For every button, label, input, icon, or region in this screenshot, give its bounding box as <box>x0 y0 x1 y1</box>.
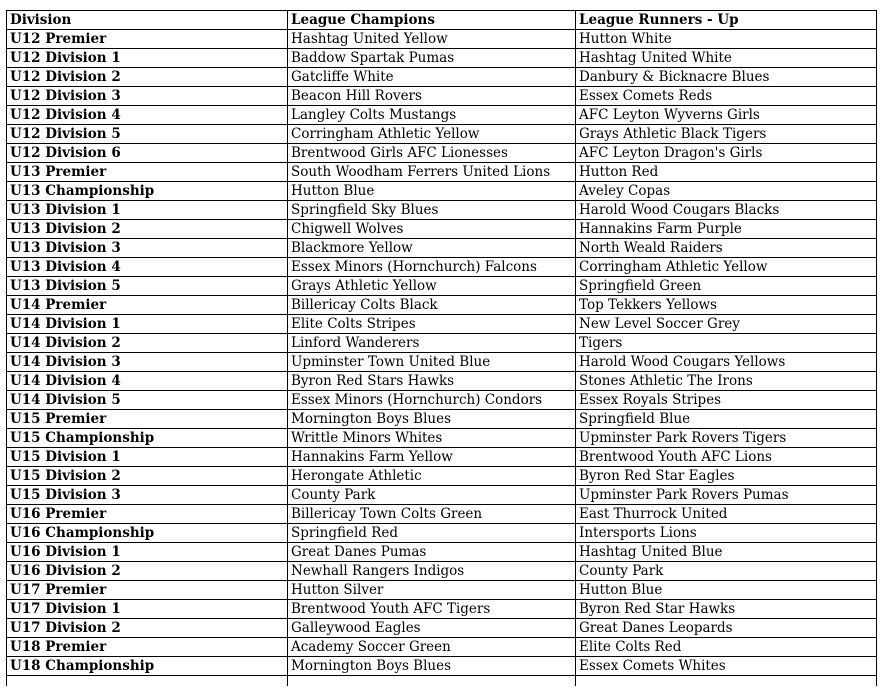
runners-up-cell: Corringham Athletic Yellow <box>576 258 877 277</box>
champions-cell: Elite Colts Stripes <box>288 315 576 334</box>
runners-up-cell: Top Tekkers Yellows <box>576 296 877 315</box>
table-row <box>7 296 877 315</box>
champions-cell: Mornington Boys Blues <box>288 657 576 676</box>
runners-up-cell: Byron Red Star Hawks <box>576 600 877 619</box>
runners-up-cell: Hutton Blue <box>576 581 877 600</box>
table-row <box>7 467 877 486</box>
runners-up-cell: Hashtag United Blue <box>576 543 877 562</box>
champions-cell: Baddow Spartak Pumas <box>288 49 576 68</box>
runners-up-cell: Upminster Park Rovers Tigers <box>576 429 877 448</box>
table-row <box>7 657 877 676</box>
runners-up-cell: Harold Wood Cougars Blacks <box>576 201 877 220</box>
table-row <box>7 315 877 334</box>
table-row <box>7 524 877 543</box>
table-row <box>7 125 877 144</box>
table-row <box>7 581 877 600</box>
runners-up-cell: Hannakins Farm Purple <box>576 220 877 239</box>
runners-up-cell: Essex Royals Stripes <box>576 391 877 410</box>
table-row <box>7 543 877 562</box>
champions-cell: Billericay Colts Black <box>288 296 576 315</box>
champions-cell: Grays Athletic Yellow <box>288 277 576 296</box>
table-row <box>7 353 877 372</box>
table-row <box>7 619 877 638</box>
runners-up-cell: Hutton Red <box>576 163 877 182</box>
runners-up-cell: Hashtag United White <box>576 49 877 68</box>
division-cell: U12 Division 3 <box>7 87 288 106</box>
header-league-champions: League Champions <box>288 11 576 30</box>
division-cell: U12 Division 5 <box>7 125 288 144</box>
champions-cell: Brentwood Youth AFC Tigers <box>288 600 576 619</box>
division-cell: U15 Division 1 <box>7 448 288 467</box>
division-cell: U14 Division 2 <box>7 334 288 353</box>
champions-cell: Springfield Red <box>288 524 576 543</box>
division-cell: U14 Premier <box>7 296 288 315</box>
table-row <box>7 334 877 353</box>
table-row <box>7 600 877 619</box>
division-cell: U15 Division 2 <box>7 467 288 486</box>
table-row <box>7 106 877 125</box>
empty-cell <box>288 676 576 687</box>
champions-cell: Upminster Town United Blue <box>288 353 576 372</box>
runners-up-cell: East Thurrock United <box>576 505 877 524</box>
division-cell: U12 Premier <box>7 30 288 49</box>
runners-up-cell: Essex Comets Whites <box>576 657 877 676</box>
champions-cell: Newhall Rangers Indigos <box>288 562 576 581</box>
champions-cell: Billericay Town Colts Green <box>288 505 576 524</box>
header-division: Division <box>7 11 288 30</box>
division-cell: U17 Division 1 <box>7 600 288 619</box>
division-cell: U14 Division 5 <box>7 391 288 410</box>
table-row <box>7 68 877 87</box>
table-row <box>7 182 877 201</box>
division-cell: U13 Division 3 <box>7 239 288 258</box>
champions-cell: Byron Red Stars Hawks <box>288 372 576 391</box>
champions-cell: Corringham Athletic Yellow <box>288 125 576 144</box>
division-cell: U16 Premier <box>7 505 288 524</box>
division-cell: U13 Championship <box>7 182 288 201</box>
runners-up-cell: Aveley Copas <box>576 182 877 201</box>
table-row <box>7 163 877 182</box>
header-league-runners-up: League Runners - Up <box>576 11 877 30</box>
runners-up-cell: Essex Comets Reds <box>576 87 877 106</box>
table-row <box>7 239 877 258</box>
runners-up-cell: Hutton White <box>576 30 877 49</box>
runners-up-cell: Harold Wood Cougars Yellows <box>576 353 877 372</box>
runners-up-cell: Springfield Green <box>576 277 877 296</box>
division-cell: U16 Championship <box>7 524 288 543</box>
champions-cell: Hutton Silver <box>288 581 576 600</box>
table-row <box>7 391 877 410</box>
champions-cell: Blackmore Yellow <box>288 239 576 258</box>
division-cell: U17 Premier <box>7 581 288 600</box>
runners-up-cell: North Weald Raiders <box>576 239 877 258</box>
champions-cell: Springfield Sky Blues <box>288 201 576 220</box>
runners-up-cell: Brentwood Youth AFC Lions <box>576 448 877 467</box>
table-row <box>7 429 877 448</box>
division-cell: U18 Championship <box>7 657 288 676</box>
champions-cell: Galleywood Eagles <box>288 619 576 638</box>
division-cell: U13 Division 2 <box>7 220 288 239</box>
champions-cell: Mornington Boys Blues <box>288 410 576 429</box>
champions-cell: Writtle Minors Whites <box>288 429 576 448</box>
table-row <box>7 562 877 581</box>
division-cell: U14 Division 4 <box>7 372 288 391</box>
division-cell: U16 Division 1 <box>7 543 288 562</box>
table-row <box>7 486 877 505</box>
division-cell: U13 Division 4 <box>7 258 288 277</box>
champions-cell: Essex Minors (Hornchurch) Falcons <box>288 258 576 277</box>
runners-up-cell: New Level Soccer Grey <box>576 315 877 334</box>
table-row <box>7 144 877 163</box>
table-body <box>7 30 877 687</box>
table-row <box>7 448 877 467</box>
runners-up-cell: Stones Athletic The Irons <box>576 372 877 391</box>
division-cell: U12 Division 1 <box>7 49 288 68</box>
table-row <box>7 277 877 296</box>
champions-cell: Chigwell Wolves <box>288 220 576 239</box>
division-cell: U13 Division 5 <box>7 277 288 296</box>
champions-cell: County Park <box>288 486 576 505</box>
champions-cell: Herongate Athletic <box>288 467 576 486</box>
runners-up-cell: Tigers <box>576 334 877 353</box>
table-row <box>7 220 877 239</box>
division-cell: U17 Division 2 <box>7 619 288 638</box>
division-cell: U13 Premier <box>7 163 288 182</box>
runners-up-cell: AFC Leyton Wyverns Girls <box>576 106 877 125</box>
division-cell: U15 Division 3 <box>7 486 288 505</box>
champions-cell: Great Danes Pumas <box>288 543 576 562</box>
table-row <box>7 30 877 49</box>
division-cell: U12 Division 4 <box>7 106 288 125</box>
division-cell: U14 Division 1 <box>7 315 288 334</box>
table-row <box>7 201 877 220</box>
champions-cell: Brentwood Girls AFC Lionesses <box>288 144 576 163</box>
runners-up-cell: Danbury & Bicknacre Blues <box>576 68 877 87</box>
header-row <box>7 11 877 30</box>
runners-up-cell: Upminster Park Rovers Pumas <box>576 486 877 505</box>
table-row <box>7 49 877 68</box>
runners-up-cell: Elite Colts Red <box>576 638 877 657</box>
champions-cell: South Woodham Ferrers United Lions <box>288 163 576 182</box>
division-cell: U12 Division 2 <box>7 68 288 87</box>
division-cell: U18 Premier <box>7 638 288 657</box>
results-table <box>6 10 877 686</box>
division-cell: U16 Division 2 <box>7 562 288 581</box>
empty-cell <box>576 676 877 687</box>
empty-cell <box>7 676 288 687</box>
table-row <box>7 87 877 106</box>
champions-cell: Gatcliffe White <box>288 68 576 87</box>
runners-up-cell: AFC Leyton Dragon's Girls <box>576 144 877 163</box>
runners-up-cell: Great Danes Leopards <box>576 619 877 638</box>
champions-cell: Langley Colts Mustangs <box>288 106 576 125</box>
champions-cell: Hannakins Farm Yellow <box>288 448 576 467</box>
table-row <box>7 372 877 391</box>
runners-up-cell: County Park <box>576 562 877 581</box>
division-cell: U15 Championship <box>7 429 288 448</box>
table-row <box>7 258 877 277</box>
table-row <box>7 505 877 524</box>
champions-cell: Hutton Blue <box>288 182 576 201</box>
champions-cell: Essex Minors (Hornchurch) Condors <box>288 391 576 410</box>
runners-up-cell: Springfield Blue <box>576 410 877 429</box>
runners-up-cell: Grays Athletic Black Tigers <box>576 125 877 144</box>
runners-up-cell: Byron Red Star Eagles <box>576 467 877 486</box>
division-cell: U13 Division 1 <box>7 201 288 220</box>
division-cell: U15 Premier <box>7 410 288 429</box>
champions-cell: Hashtag United Yellow <box>288 30 576 49</box>
table-row <box>7 638 877 657</box>
division-cell: U12 Division 6 <box>7 144 288 163</box>
table-row <box>7 410 877 429</box>
champions-cell: Linford Wanderers <box>288 334 576 353</box>
champions-cell: Academy Soccer Green <box>288 638 576 657</box>
runners-up-cell: Intersports Lions <box>576 524 877 543</box>
division-cell: U14 Division 3 <box>7 353 288 372</box>
champions-cell: Beacon Hill Rovers <box>288 87 576 106</box>
empty-row <box>7 676 877 687</box>
